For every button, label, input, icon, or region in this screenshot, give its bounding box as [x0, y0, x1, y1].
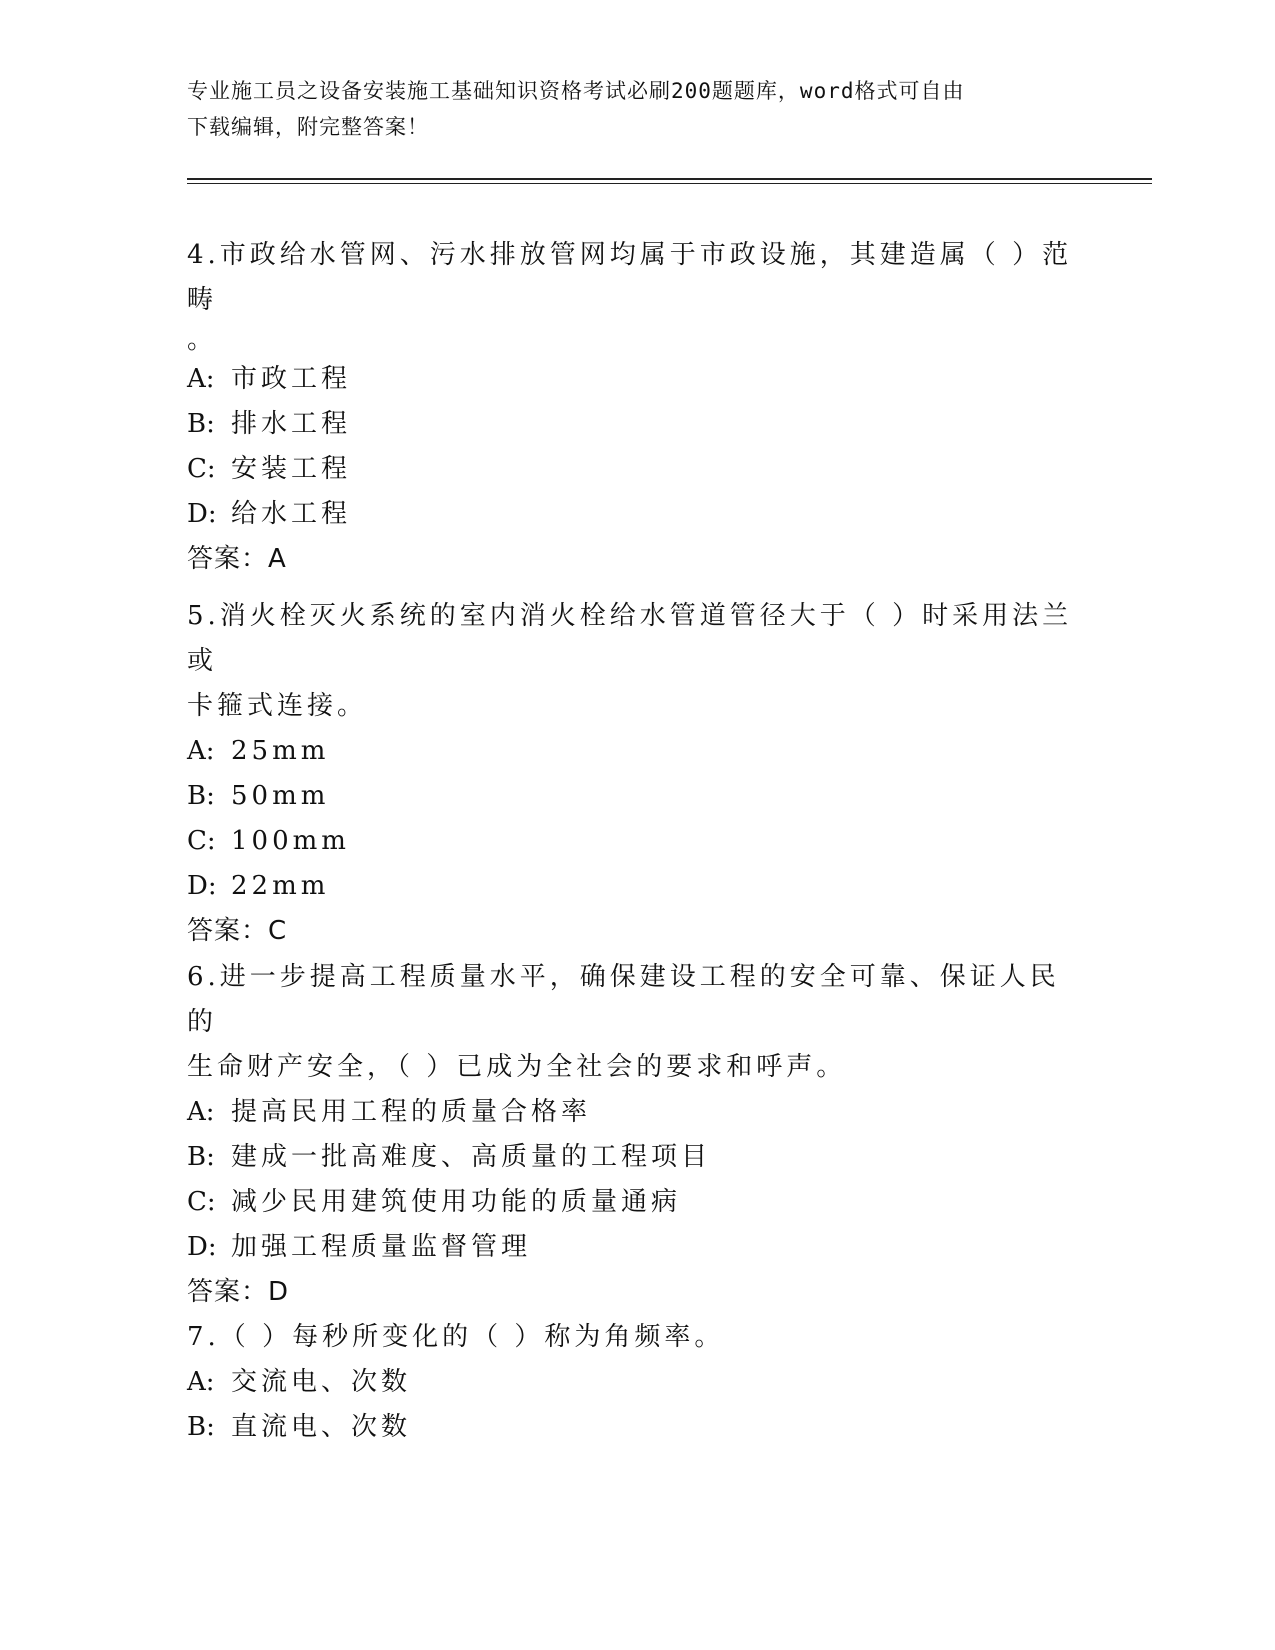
header-title-line-1: 专业施工员之设备安装施工基础知识资格考试必刷200题题库，word格式可自由	[187, 79, 965, 103]
question-stem-line-1: 6.进一步提高工程质量水平，确保建设工程的安全可靠、保证人民的	[187, 962, 1060, 1037]
option-letter: C:	[187, 826, 216, 856]
document-header	[187, 73, 1077, 145]
option-text: 交流电、次数	[231, 1367, 412, 1397]
option-b	[187, 774, 1087, 819]
question-stem-line-1: 7.（ ）每秒所变化的（ ）称为角频率。	[187, 1322, 725, 1352]
option-text: 50mm	[231, 781, 330, 811]
option-text: 建成一批高难度、高质量的工程项目	[231, 1142, 712, 1172]
option-text: 安装工程	[231, 454, 352, 484]
option-a	[187, 729, 1087, 774]
option-letter: B:	[187, 409, 215, 439]
answer: 答案：D	[187, 1277, 290, 1307]
option-d	[187, 1225, 1087, 1270]
option-text: 22mm	[231, 871, 330, 901]
option-text: 减少民用建筑使用功能的质量通病	[231, 1187, 682, 1217]
answer: 答案：C	[187, 916, 288, 946]
answer: 答案：A	[187, 544, 287, 574]
option-letter: B:	[187, 781, 215, 811]
option-text: 排水工程	[231, 409, 352, 439]
option-b	[187, 1405, 1087, 1450]
option-b	[187, 1135, 1087, 1180]
option-a	[187, 1360, 1087, 1405]
option-letter: A:	[187, 1367, 215, 1397]
option-text: 直流电、次数	[231, 1412, 412, 1442]
question-4	[187, 233, 1087, 582]
option-letter: C:	[187, 454, 216, 484]
option-letter: A:	[187, 736, 215, 766]
option-letter: B:	[187, 1142, 215, 1172]
option-c	[187, 819, 1087, 864]
option-letter: C:	[187, 1187, 216, 1217]
option-a	[187, 357, 1087, 402]
option-text: 给水工程	[231, 499, 352, 529]
header-divider-bottom	[187, 183, 1152, 184]
option-b	[187, 402, 1087, 447]
question-7	[187, 1315, 1087, 1450]
option-letter: A:	[187, 364, 215, 394]
option-c	[187, 1180, 1087, 1225]
option-c	[187, 447, 1087, 492]
option-text: 市政工程	[231, 364, 352, 394]
option-letter: A:	[187, 1097, 215, 1127]
question-6	[187, 955, 1087, 1315]
header-divider-top	[187, 178, 1152, 180]
option-text: 加强工程质量监督管理	[231, 1232, 532, 1262]
option-letter: D:	[187, 499, 217, 529]
option-letter: D:	[187, 871, 217, 901]
option-a	[187, 1090, 1087, 1135]
question-stem-line-2: 卡箍式连接。	[187, 691, 368, 721]
header-title-line-2: 下载编辑，附完整答案！	[187, 115, 429, 139]
option-text: 25mm	[231, 736, 330, 766]
option-letter: B:	[187, 1412, 215, 1442]
question-stem-line-1: 5.消火栓灭火系统的室内消火栓给水管道管径大于（ ）时采用法兰或	[187, 601, 1073, 676]
question-stem-line-2: 生命财产安全，（ ）已成为全社会的要求和呼声。	[187, 1052, 847, 1082]
option-text: 100mm	[231, 826, 350, 856]
option-d	[187, 864, 1087, 909]
question-stem-line-2: 。	[187, 325, 218, 355]
question-5	[187, 594, 1087, 954]
option-letter: D:	[187, 1232, 217, 1262]
option-text: 提高民用工程的质量合格率	[231, 1097, 592, 1127]
question-stem-line-1: 4.市政给水管网、污水排放管网均属于市政设施，其建造属（ ）范畴	[187, 240, 1073, 315]
option-d	[187, 492, 1087, 537]
